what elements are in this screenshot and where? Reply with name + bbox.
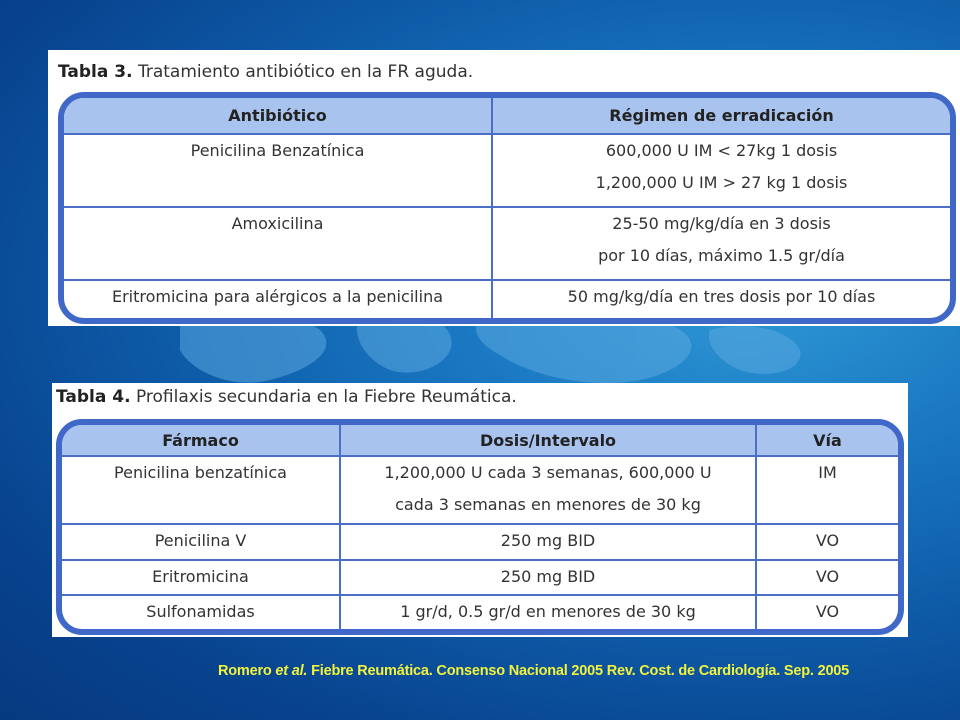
tabla3-regimen-cell: 25-50 mg/kg/día en 3 dosis por 10 días, máximo 1.5 gr/día (492, 207, 950, 280)
table-row (62, 595, 898, 629)
table-row (62, 524, 898, 559)
tabla3-regimen-cell: 50 mg/kg/día en tres dosis por 10 días (567, 287, 876, 307)
tabla3-drug-cell: Eritromicina para alérgicos a la penicilina (64, 280, 492, 318)
tabla4-drug-cell: Penicilina V (62, 524, 340, 559)
table-row (64, 207, 950, 280)
tabla4-title: Tabla 4. Profilaxis secundaria en la Fiebre Reumática. (56, 387, 517, 407)
tabla4-route-cell: VO (756, 524, 898, 559)
citation: Romero et al. Fiebre Reumática. Consenso Nacional 2005 Rev. Cost. de Cardiología. Sep. 2005 (218, 663, 850, 679)
tabla4-route-cell: VO (815, 601, 840, 621)
tabla4-table-frame (56, 419, 904, 635)
tabla4-header-via: Vía (756, 425, 898, 456)
tabla3-header-regimen: Régimen de erradicación (492, 98, 950, 134)
tabla3-panel (48, 50, 960, 326)
tabla3-regimen-cell: 600,000 U IM < 27kg 1 dosis 1,200,000 U IM > 27 kg 1 dosis (492, 134, 950, 207)
tabla4-dose-cell: 1,200,000 U cada 3 semanas, 600,000 U cada 3 semanas en menores de 30 kg (340, 456, 756, 524)
tabla4-route-cell: VO (756, 560, 898, 595)
tabla4-dose-cell: 1 gr/d, 0.5 gr/d en menores de 30 kg (340, 595, 756, 629)
tabla4-table (62, 425, 898, 629)
tabla3-drug-cell: Amoxicilina (64, 207, 492, 280)
tabla3-header-antibiotico: Antibiótico (64, 98, 492, 134)
table-row (62, 456, 898, 524)
tabla4-drug-cell: Eritromicina (62, 560, 340, 595)
tabla4-header-farmaco: Fármaco (62, 425, 340, 456)
tabla4-drug-cell: Penicilina benzatínica (62, 456, 340, 524)
table-row (64, 134, 950, 207)
tabla4-dose-cell: 250 mg BID (340, 560, 756, 595)
tabla4-dose-cell: 250 mg BID (340, 524, 756, 559)
tabla4-header-dosis: Dosis/Intervalo (340, 425, 756, 456)
table-row (64, 280, 950, 318)
tabla3-title: Tabla 3. Tratamiento antibiótico en la FR aguda. (58, 62, 474, 82)
tabla3-drug-cell: Penicilina Benzatínica (64, 134, 492, 207)
tabla3-table (64, 98, 950, 318)
tabla4-panel (52, 383, 908, 637)
tabla3-table-frame (58, 92, 956, 324)
tabla4-drug-cell: Sulfonamidas (62, 595, 340, 629)
tabla4-route-cell: IM (756, 456, 898, 524)
table-row (62, 560, 898, 595)
